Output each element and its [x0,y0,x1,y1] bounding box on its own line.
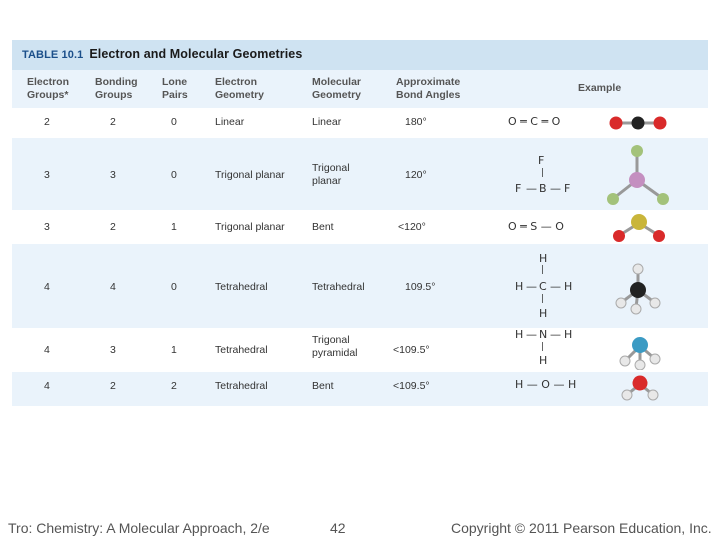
cell-groups: 4 [44,344,50,356]
bf3-ball-and-stick-model [602,142,672,208]
cell-electron-geometry: Trigonal planar [215,169,285,181]
cell-bonding: 4 [110,281,116,293]
bond-line: — [550,280,561,293]
table-row [12,328,708,372]
bond-line: | [541,294,545,304]
atom-label: O [508,220,517,233]
cell-molecular-geometry: Trigonal planar [312,162,350,187]
header-electron-geometry: Electron Geometry [215,76,265,101]
geometry-table [12,40,708,406]
cell-bond-angle: 180° [405,116,427,128]
table-header-row [12,70,708,108]
cell-bond-angle: 109.5° [405,281,436,293]
cell-lone: 0 [171,281,177,293]
header-example: Example [578,82,622,94]
header-bonding-groups: Bonding Groups [95,76,138,101]
cell-lone: 1 [171,344,177,356]
atom-label: N [539,328,548,341]
atom-label: O [541,378,550,391]
bond-line: | [541,265,545,275]
cell-electron-geometry: Tetrahedral [215,344,268,356]
footer-page-number: 42 [330,520,346,536]
h2o-ball-and-stick-model [618,372,662,402]
header-lone-pairs: Lone Pairs [162,76,188,101]
lewis-structure-so2: O ═ S — O [508,220,564,233]
cell-molecular-geometry: Linear [312,116,342,128]
table-row [12,244,708,328]
atom-label: H [539,252,548,265]
atom-label: H [515,280,524,293]
atom-label: H [564,328,573,341]
atom-label: F [515,182,522,195]
atom-label: H [539,354,548,367]
cell-lone: 0 [171,116,177,128]
cell-bonding: 2 [110,380,116,392]
bond-line: | [541,342,545,352]
table-row [12,138,708,210]
atom-label: F [538,154,545,167]
atom-label: S [530,220,538,233]
cell-molecular-geometry: Tetrahedral [312,281,365,293]
cell-electron-geometry: Tetrahedral [215,281,268,293]
nh3-ball-and-stick-model [618,330,662,370]
atom-label: C [530,115,538,128]
table-row [12,108,708,138]
atom-label: O [551,115,561,128]
bond-line: — [526,182,537,195]
table-title [22,47,302,61]
cell-bond-angle: 120° [405,169,427,181]
cell-bond-angle: <120° [398,221,426,233]
footer-copyright: Copyright © 2011 Pearson Education, Inc. [451,520,712,536]
atom-label: O [508,115,517,128]
atom-label: O [555,220,564,233]
cell-bonding: 3 [110,169,116,181]
cell-groups: 4 [44,380,50,392]
bond-line: — [526,280,537,293]
cell-lone: 0 [171,169,177,181]
atom-label: C [539,280,547,293]
lewis-structure-co2: O ═ C ═ O [508,115,561,128]
header-molecular-geometry: Molecular Geometry [312,76,362,101]
cell-molecular-geometry: Trigonal pyramidal [312,334,358,359]
header-electron-groups: Electron Groups* [27,76,70,101]
cell-molecular-geometry: Bent [312,221,334,233]
cell-bonding: 2 [110,221,116,233]
cell-groups: 2 [44,116,50,128]
table-row [12,372,708,402]
bond-line: — [550,328,561,341]
cell-groups: 4 [44,281,50,293]
cell-bond-angle: <109.5° [393,380,430,392]
cell-groups: 3 [44,221,50,233]
cell-lone: 1 [171,221,177,233]
cell-bonding: 2 [110,116,116,128]
cell-bonding: 3 [110,344,116,356]
co2-ball-and-stick-model [604,112,674,134]
lewis-structure-h2o: H — O — H [515,378,577,391]
table-number: TABLE 10.1 [22,49,84,61]
bond-line: — [550,182,561,195]
cell-electron-geometry: Trigonal planar [215,221,285,233]
so2-ball-and-stick-model [604,211,674,243]
cell-electron-geometry: Linear [215,116,245,128]
footer-book-title: Tro: Chemistry: A Molecular Approach, 2/e [8,520,270,536]
atom-label: H [539,307,548,320]
table-row [12,210,708,244]
bond-line: — [526,328,537,341]
cell-bond-angle: <109.5° [393,344,430,356]
table-title-bar [12,40,708,70]
atom-label: H [567,378,577,391]
atom-label: F [564,182,571,195]
bond-line: | [541,168,545,178]
header-bond-angles: Approximate Bond Angles [396,76,461,101]
atom-label: H [564,280,573,293]
table-title-text: Electron and Molecular Geometries [89,47,303,61]
atom-label: B [539,182,547,195]
cell-electron-geometry: Tetrahedral [215,380,268,392]
cell-groups: 3 [44,169,50,181]
atom-label: H [515,378,524,391]
atom-label: H [515,328,524,341]
cell-lone: 2 [171,380,177,392]
cell-molecular-geometry: Bent [312,380,334,392]
ch4-ball-and-stick-model [614,262,664,316]
